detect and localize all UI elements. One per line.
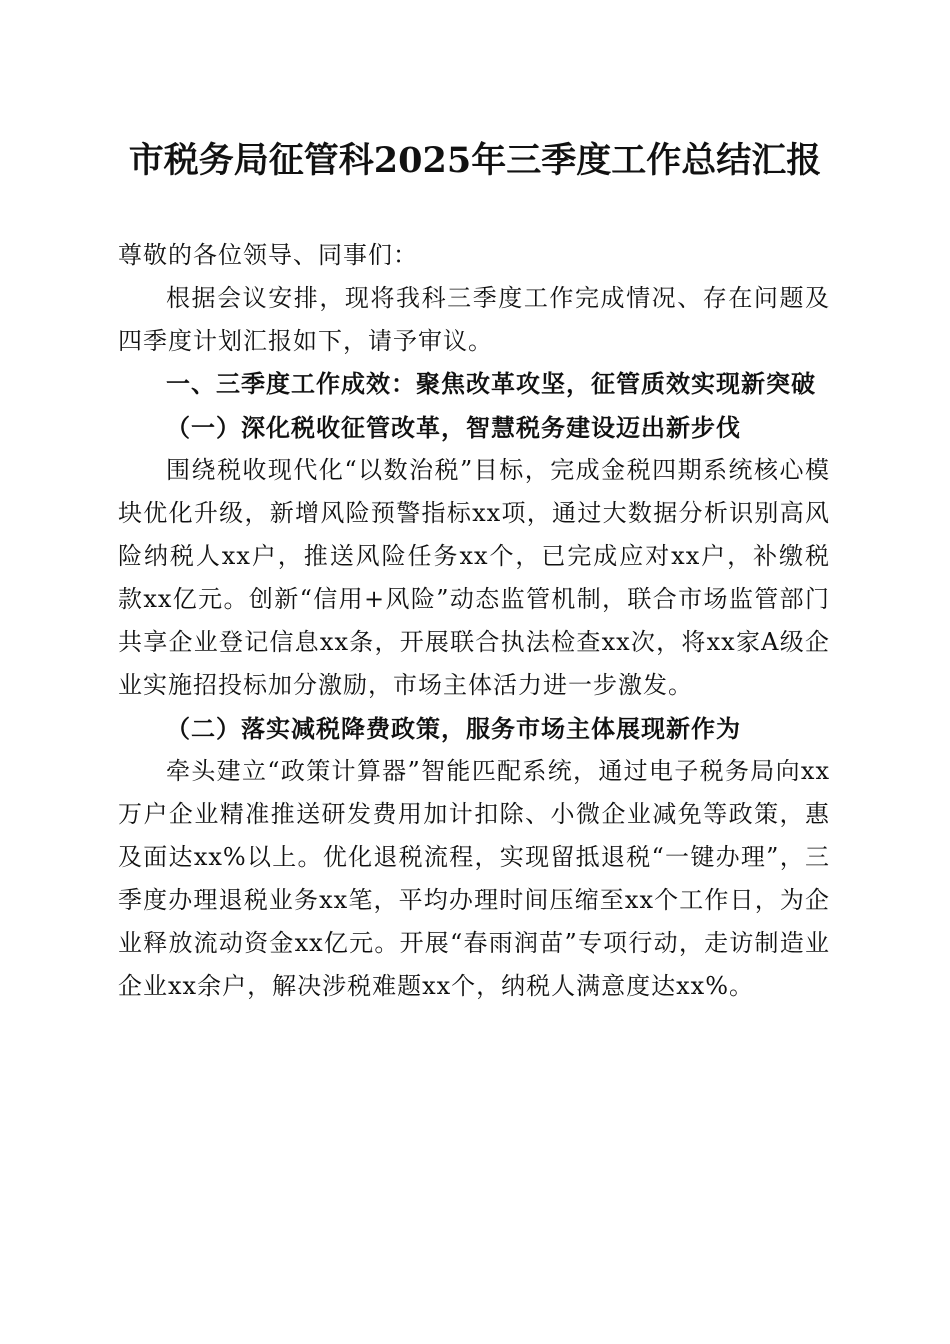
subsection-1-heading: （一）深化税收征管改革，智慧税务建设迈出新步伐 [166, 413, 741, 442]
document-body [118, 234, 830, 1008]
document-title: 市税务局征管科2025年三季度工作总结汇报 [128, 140, 822, 181]
salutation: 尊敬的各位领导、同事们： [118, 241, 418, 269]
intro-paragraph: 根据会议安排，现将我科三季度工作完成情况、存在问题及四季度计划汇报如下，请予审议。 [118, 284, 830, 355]
subsection-2-paragraph: 牵头建立“政策计算器”智能匹配系统，通过电子税务局向xx万户企业精准推送研发费用加计扣除、小微企业减免等政策，惠及面达xx%以上。优化退税流程，实现留抵退税“一键办理”，三季度办理退税业务xx笔，平均办理时间压缩至xx个工作日，为企业释放流动资金xx亿元。开展“春雨润苗”专项行动，走访制造业企业xx余户，解决涉税难题xx个，纳税人满意度达xx%。 [118, 757, 830, 1000]
subsection-1-paragraph: 围绕税收现代化“以数治税”目标，完成金税四期系统核心模块优化升级，新增风险预警指标xx项，通过大数据分析识别高风险纳税人xx户，推送风险任务xx个，已完成应对xx户，补缴税款xx亿元。创新“信用+风险”动态监管机制，联合市场监管部门共享企业登记信息xx条，开展联合执法检查xx次，将xx家A级企业实施招投标加分激励，市场主体活力进一步激发。 [118, 456, 830, 699]
section-1-heading: 一、三季度工作成效：聚焦改革攻坚，征管质效实现新突破 [166, 370, 816, 398]
subsection-2-heading: （二）落实减税降费政策，服务市场主体展现新作为 [166, 714, 741, 743]
